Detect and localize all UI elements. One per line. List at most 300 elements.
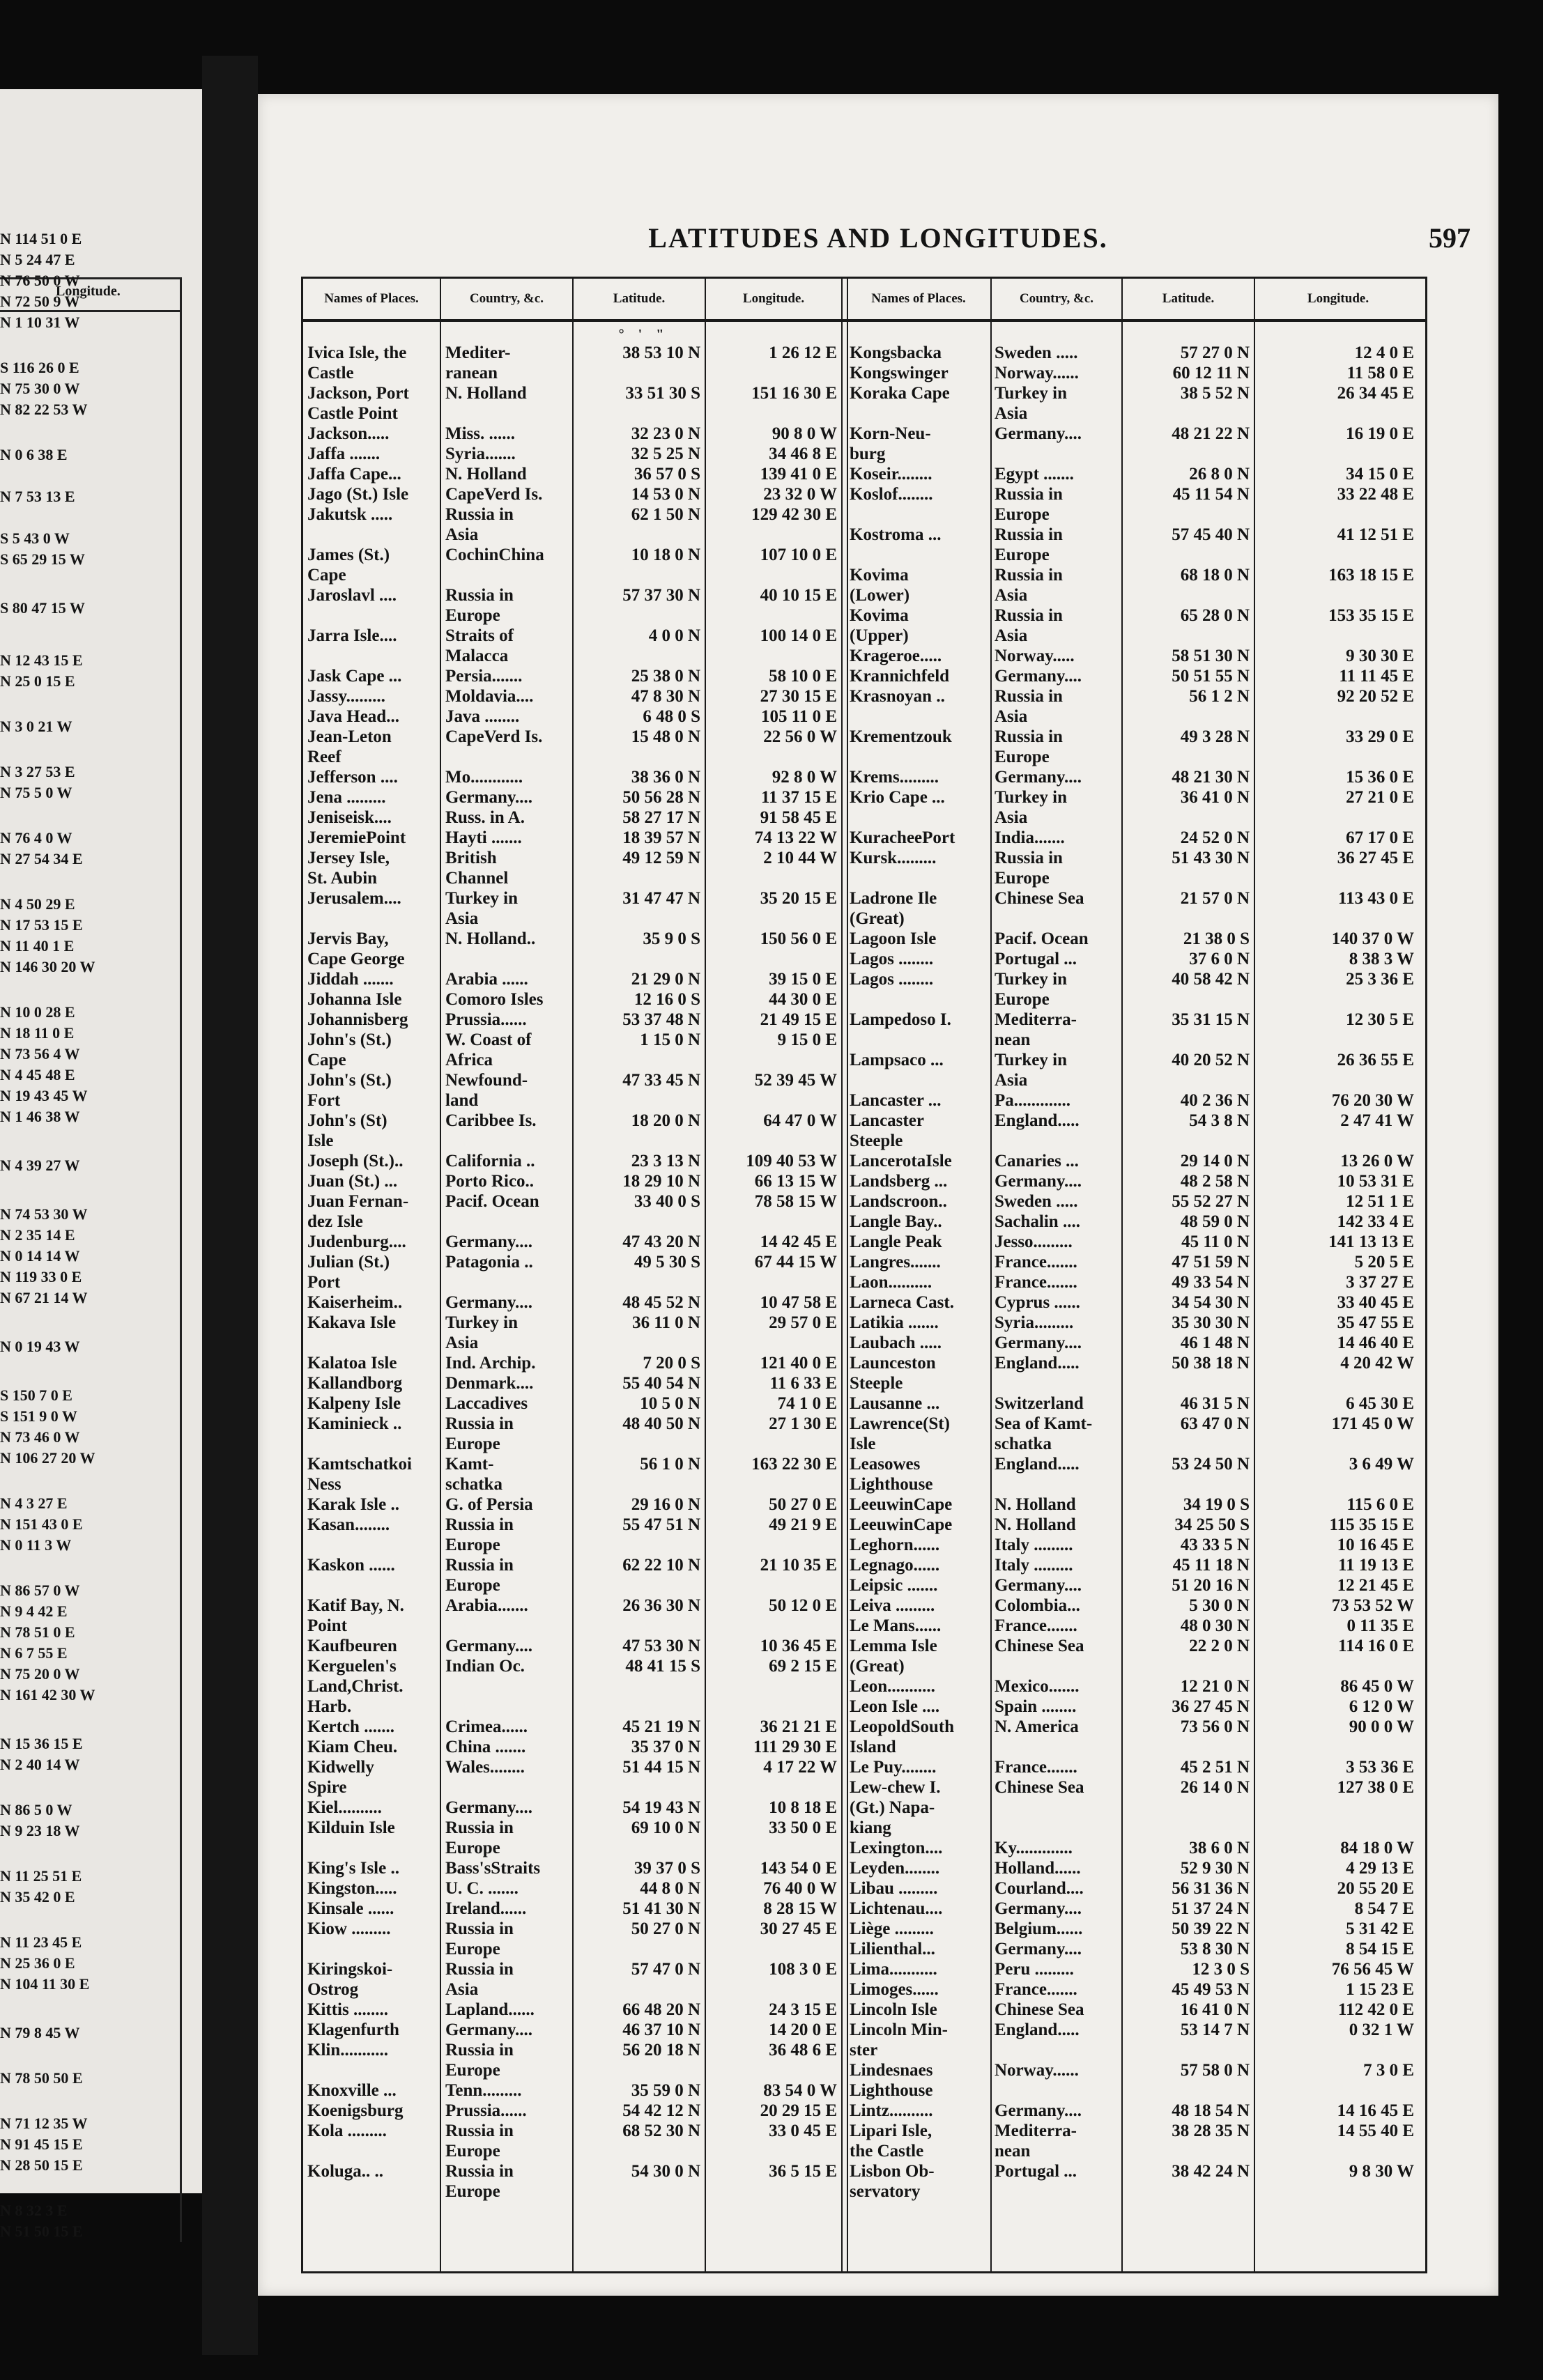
- country-name: Colombia...: [995, 1596, 1080, 1615]
- country-name: France.......: [995, 1616, 1077, 1635]
- left-page-row: N 0 6 38 E: [0, 446, 68, 463]
- place-name: Steeple: [850, 1131, 903, 1150]
- latitude-value: 57 37 30 N: [622, 586, 700, 605]
- latitude-value: 48 41 15 S: [625, 1657, 700, 1676]
- latitude-value: 32 5 25 N: [631, 445, 700, 463]
- latitude-value: 48 59 0 N: [1180, 1212, 1250, 1231]
- place-name: LeeuwinCape: [850, 1515, 953, 1534]
- left-page-row: S 80 47 15 W: [0, 599, 85, 617]
- left-page-row: N 119 33 0 E: [0, 1268, 82, 1285]
- longitude-value: 11 58 0 E: [1346, 364, 1414, 382]
- country-name: Germany....: [995, 768, 1082, 787]
- place-name: Langle Bay..: [850, 1212, 942, 1231]
- country-name: Germany....: [995, 667, 1082, 686]
- country-name: Asia: [995, 808, 1028, 827]
- place-name: Jiddah .......: [307, 970, 394, 989]
- latitude-value: 4 0 0 N: [648, 626, 700, 645]
- country-name: Portugal ...: [995, 2162, 1077, 2181]
- longitude-value: 27 1 30 E: [769, 1414, 837, 1433]
- left-page-row: N 6 7 55 E: [0, 1644, 68, 1662]
- country-name: Asia: [445, 1334, 479, 1352]
- place-name: Lisbon Ob-: [850, 2162, 935, 2181]
- place-name: Karak Isle ..: [307, 1495, 399, 1514]
- country-name: CochinChina: [445, 546, 544, 564]
- place-name: Steeple: [850, 1374, 903, 1393]
- place-name: Kongswinger: [850, 364, 949, 382]
- country-name: Tenn.........: [445, 2081, 522, 2100]
- left-page-row: N 28 50 15 E: [0, 2156, 83, 2174]
- longitude-value: 25 3 36 E: [1346, 970, 1414, 989]
- left-page-row: N 73 56 4 W: [0, 1045, 80, 1062]
- place-name: Lawrence(St): [850, 1414, 950, 1433]
- country-name: Mo............: [445, 768, 523, 787]
- country-name: N. Holland: [995, 1495, 1076, 1514]
- longitude-value: 21 10 35 E: [760, 1556, 837, 1575]
- country-name: Prussia......: [445, 2101, 527, 2120]
- place-name: John's (St.): [307, 1030, 392, 1049]
- country-name: Ind. Archip.: [445, 1354, 536, 1373]
- country-name: Russia in: [995, 485, 1063, 504]
- col-header-place-left: Names of Places.: [324, 291, 419, 306]
- longitude-value: 50 27 0 E: [769, 1495, 837, 1514]
- longitude-value: 11 19 13 E: [1337, 1556, 1414, 1575]
- country-name: Caribbee Is.: [445, 1111, 537, 1130]
- left-page-row: N 82 22 53 W: [0, 401, 88, 418]
- country-name: nean: [995, 2142, 1031, 2161]
- country-name: Asia: [995, 626, 1028, 645]
- latitude-value: 51 44 15 N: [622, 1758, 700, 1777]
- longitude-value: 91 58 45 E: [760, 808, 837, 827]
- country-name: Newfound-: [445, 1071, 528, 1090]
- longitude-value: 3 6 49 W: [1349, 1455, 1414, 1474]
- latitude-value: 36 57 0 S: [634, 465, 700, 484]
- left-page-row: N 2 40 14 W: [0, 1756, 80, 1773]
- country-name: Miss. ......: [445, 424, 515, 443]
- longitude-value: 115 35 15 E: [1329, 1515, 1414, 1534]
- place-name: Jago (St.) Isle: [307, 485, 409, 504]
- longitude-value: 36 21 21 E: [760, 1717, 837, 1736]
- country-name: Russia in: [445, 1414, 514, 1433]
- country-name: Russia in: [995, 525, 1063, 544]
- place-name: Jassy.........: [307, 687, 385, 706]
- place-name: Koraka Cape: [850, 384, 950, 403]
- place-name: Koseir........: [850, 465, 932, 484]
- place-name: Ivica Isle, the: [307, 343, 407, 362]
- latitude-value: 53 37 48 N: [622, 1010, 700, 1029]
- country-name: Europe: [995, 869, 1050, 888]
- place-name: Laubach .....: [850, 1334, 942, 1352]
- longitude-value: 171 45 0 W: [1331, 1414, 1414, 1433]
- country-name: China .......: [445, 1738, 526, 1756]
- country-name: G. of Persia: [445, 1495, 533, 1514]
- country-name: Java ........: [445, 707, 520, 726]
- country-name: Sea of Kamt-: [995, 1414, 1093, 1433]
- place-name: Lichtenau....: [850, 1899, 943, 1918]
- longitude-value: 1 15 23 E: [1346, 1980, 1414, 1999]
- place-name: Isle: [850, 1435, 876, 1453]
- latitude-value: 63 47 0 N: [1180, 1414, 1250, 1433]
- country-name: California ..: [445, 1152, 535, 1170]
- latitude-value: 23 3 13 N: [631, 1152, 700, 1170]
- country-name: Germany....: [995, 1899, 1082, 1918]
- longitude-value: 13 26 0 W: [1340, 1152, 1414, 1170]
- longitude-value: 9 15 0 E: [777, 1030, 837, 1049]
- longitude-value: 8 54 15 E: [1346, 1940, 1414, 1958]
- longitude-value: 33 40 45 E: [1337, 1293, 1414, 1312]
- latitude-value: 32 23 0 N: [631, 424, 700, 443]
- country-name: N. Holland..: [445, 929, 536, 948]
- place-name: Leasowes: [850, 1455, 921, 1474]
- place-name: Knoxville ...: [307, 2081, 397, 2100]
- place-name: Joseph (St.)..: [307, 1152, 404, 1170]
- longitude-value: 15 36 0 E: [1346, 768, 1414, 787]
- country-name: Germany....: [995, 1172, 1082, 1191]
- latitude-value: 49 12 59 N: [622, 849, 700, 867]
- country-name: Europe: [445, 2142, 500, 2161]
- longitude-value: 151 16 30 E: [751, 384, 837, 403]
- longitude-value: 1 26 12 E: [769, 343, 837, 362]
- place-name: Landscroon..: [850, 1192, 947, 1211]
- longitude-value: 5 20 5 E: [1354, 1253, 1414, 1272]
- left-page-row: N 78 50 50 E: [0, 2069, 83, 2087]
- country-name: England.....: [995, 1111, 1080, 1130]
- latitude-value: 65 28 0 N: [1180, 606, 1250, 625]
- latitude-value: 38 5 52 N: [1180, 384, 1250, 403]
- place-name: Leon...........: [850, 1677, 935, 1696]
- longitude-value: 44 30 0 E: [769, 990, 837, 1009]
- latitude-value: 18 29 10 N: [622, 1172, 700, 1191]
- country-name: Chinese Sea: [995, 889, 1084, 908]
- country-name: N. America: [995, 1717, 1079, 1736]
- longitude-value: 8 54 7 E: [1354, 1899, 1414, 1918]
- left-page-row: N 72 50 9 W: [0, 293, 80, 310]
- left-page-row: S 5 43 0 W: [0, 530, 70, 547]
- longitude-value: 26 34 45 E: [1337, 384, 1414, 403]
- latitude-value: 47 53 30 N: [622, 1637, 700, 1655]
- country-name: Egypt .......: [995, 465, 1074, 484]
- left-page-fragment: [0, 89, 202, 2240]
- country-name: Chinese Sea: [995, 1778, 1084, 1797]
- latitude-value: 1 15 0 N: [640, 1030, 700, 1049]
- place-name: Leiva .........: [850, 1596, 935, 1615]
- place-name: Kola .........: [307, 2122, 387, 2140]
- latitude-value: 56 31 36 N: [1172, 1879, 1250, 1898]
- latitude-value: 16 41 0 N: [1180, 2000, 1250, 2019]
- place-name: Spire: [307, 1778, 347, 1797]
- col-header-country-left: Country, &c.: [469, 291, 544, 306]
- place-name: Kostroma ...: [850, 525, 942, 544]
- place-name: Legnago......: [850, 1556, 940, 1575]
- latitude-value: 48 40 50 N: [622, 1414, 700, 1433]
- longitude-value: 33 22 48 E: [1337, 485, 1414, 504]
- latitude-value: 35 31 15 N: [1172, 1010, 1250, 1029]
- place-name: Port: [307, 1273, 341, 1292]
- longitude-value: 76 56 45 W: [1331, 1960, 1414, 1979]
- left-page-row: N 27 54 34 E: [0, 850, 83, 867]
- place-name: Krementzouk: [850, 727, 952, 746]
- country-name: Germany....: [995, 2101, 1082, 2120]
- latitude-value: 46 31 5 N: [1180, 1394, 1250, 1413]
- place-name: Point: [307, 1616, 347, 1635]
- country-name: Turkey in: [995, 788, 1067, 807]
- left-page-row: N 25 0 15 E: [0, 672, 75, 690]
- place-name: King's Isle ..: [307, 1859, 399, 1878]
- col-header-latitude-left: Latitude.: [613, 291, 666, 306]
- place-name: Krageroe.....: [850, 647, 942, 665]
- longitude-value: 10 47 58 E: [760, 1293, 837, 1312]
- place-name: Krasnoyan ..: [850, 687, 945, 706]
- place-name: servatory: [850, 2182, 921, 2201]
- place-name: Land,Christ.: [307, 1677, 404, 1696]
- country-name: Canaries ...: [995, 1152, 1079, 1170]
- place-name: Kiam Cheu.: [307, 1738, 398, 1756]
- left-page-row: N 86 5 0 W: [0, 1801, 72, 1818]
- country-name: Mexico.......: [995, 1677, 1080, 1696]
- latitude-value: 43 33 5 N: [1180, 1536, 1250, 1554]
- country-name: Persia.......: [445, 667, 523, 686]
- place-name: Jerusalem....: [307, 889, 401, 908]
- longitude-value: 105 11 0 E: [760, 707, 837, 726]
- country-name: Peru .........: [995, 1960, 1074, 1979]
- latitude-value: 57 45 40 N: [1172, 525, 1250, 544]
- longitude-value: 109 40 53 W: [746, 1152, 837, 1170]
- longitude-value: 12 4 0 E: [1354, 343, 1414, 362]
- place-name: (Upper): [850, 626, 909, 645]
- longitude-value: 16 19 0 E: [1346, 424, 1414, 443]
- longitude-value: 107 10 0 E: [760, 546, 837, 564]
- place-name: Castle: [307, 364, 354, 382]
- country-name: N. Holland: [995, 1515, 1076, 1534]
- country-name: Russia in: [995, 727, 1063, 746]
- longitude-value: 26 36 55 E: [1337, 1051, 1414, 1069]
- country-name: Germany....: [995, 1940, 1082, 1958]
- country-name: Germany....: [445, 1293, 532, 1312]
- left-page-row: S 65 29 15 W: [0, 550, 85, 568]
- latitude-value: 48 21 30 N: [1172, 768, 1250, 787]
- longitude-value: 4 20 42 W: [1340, 1354, 1414, 1373]
- latitude-value: 38 53 10 N: [622, 343, 700, 362]
- longitude-value: 7 3 0 E: [1363, 2061, 1414, 2080]
- country-name: Straits of: [445, 626, 514, 645]
- place-name: Langle Peak: [850, 1232, 942, 1251]
- place-name: Langres.......: [850, 1253, 941, 1272]
- place-name: Jaroslavl ....: [307, 586, 397, 605]
- left-page-row: N 1 46 38 W: [0, 1108, 80, 1125]
- country-name: Switzerland: [995, 1394, 1084, 1413]
- longitude-value: 33 29 0 E: [1346, 727, 1414, 746]
- country-name: Germany....: [995, 424, 1082, 443]
- latitude-value: 58 27 17 N: [622, 808, 700, 827]
- place-name: Kingston.....: [307, 1879, 397, 1898]
- country-name: W. Coast of: [445, 1030, 532, 1049]
- place-name: Kaufbeuren: [307, 1637, 397, 1655]
- col-header-place-right: Names of Places.: [871, 291, 966, 306]
- column-divider: [1254, 279, 1255, 2271]
- place-name: (Gt.) Napa-: [850, 1798, 935, 1817]
- left-page-row: N 4 39 27 W: [0, 1157, 80, 1174]
- longitude-value: 76 40 0 W: [763, 1879, 837, 1898]
- place-name: Kittis ........: [307, 2000, 388, 2019]
- country-name: Belgium......: [995, 1919, 1083, 1938]
- longitude-value: 163 18 15 E: [1328, 566, 1414, 585]
- longitude-value: 10 53 31 E: [1337, 1172, 1414, 1191]
- latitude-value: 12 21 0 N: [1180, 1677, 1250, 1696]
- latitude-value: 55 40 54 N: [622, 1374, 700, 1393]
- latitude-value: 38 36 0 N: [631, 768, 700, 787]
- country-name: nean: [995, 1030, 1031, 1049]
- longitude-value: 114 16 0 E: [1337, 1637, 1414, 1655]
- left-page-row: N 76 4 0 W: [0, 829, 72, 847]
- left-page-row: N 10 0 28 E: [0, 1003, 75, 1021]
- left-page-row: N 11 23 45 E: [0, 1933, 82, 1951]
- country-name: Europe: [445, 1435, 500, 1453]
- place-name: Kasan........: [307, 1515, 390, 1534]
- longitude-value: 5 31 42 E: [1346, 1919, 1414, 1938]
- place-name: Katif Bay, N.: [307, 1596, 404, 1615]
- country-name: Russia in: [445, 1919, 514, 1938]
- col-header-country-right: Country, &c.: [1019, 291, 1094, 306]
- place-name: Jackson, Port: [307, 384, 409, 403]
- latitude-value: 54 42 12 N: [622, 2101, 700, 2120]
- place-name: Kamtschatkoi: [307, 1455, 412, 1474]
- latitude-value: 50 38 18 N: [1172, 1354, 1250, 1373]
- longitude-value: 92 20 52 E: [1337, 687, 1414, 706]
- longitude-value: 3 53 36 E: [1346, 1758, 1414, 1777]
- country-name: Asia: [445, 525, 479, 544]
- latitude-value: 29 16 0 N: [631, 1495, 700, 1514]
- latitude-value: 50 39 22 N: [1172, 1919, 1250, 1938]
- left-page-row: S 116 26 0 E: [0, 359, 79, 376]
- country-name: Portugal ...: [995, 950, 1077, 968]
- latitude-value: 56 1 2 N: [1189, 687, 1250, 706]
- latitude-value: 54 30 0 N: [631, 2162, 700, 2181]
- longitude-value: 90 0 0 W: [1349, 1717, 1414, 1736]
- country-name: Sweden .....: [995, 1192, 1078, 1211]
- country-name: Indian Oc.: [445, 1657, 525, 1676]
- longitude-value: 74 13 22 W: [754, 828, 837, 847]
- longitude-value: 84 18 0 W: [1340, 1839, 1414, 1857]
- place-name: Latikia .......: [850, 1313, 939, 1332]
- place-name: burg: [850, 445, 886, 463]
- longitude-value: 10 8 18 E: [769, 1798, 837, 1817]
- country-name: Holland......: [995, 1859, 1081, 1878]
- left-page-row: N 79 8 45 W: [0, 2024, 80, 2041]
- latitude-value: 48 21 22 N: [1172, 424, 1250, 443]
- left-page-row: N 91 45 15 E: [0, 2135, 83, 2153]
- longitude-value: 112 42 0 E: [1337, 2000, 1414, 2019]
- latitude-value: 58 51 30 N: [1172, 647, 1250, 665]
- country-name: Mediterra-: [995, 2122, 1077, 2140]
- longitude-value: 129 42 30 E: [751, 505, 837, 524]
- place-name: Kongsbacka: [850, 343, 942, 362]
- latitude-value: 45 11 0 N: [1181, 1232, 1250, 1251]
- left-page-row: N 15 36 15 E: [0, 1735, 83, 1752]
- column-divider: [572, 279, 574, 2271]
- latitude-value: 62 22 10 N: [622, 1556, 700, 1575]
- place-name: KuracheePort: [850, 828, 955, 847]
- country-name: Channel: [445, 869, 509, 888]
- country-name: Pa.............: [995, 1091, 1071, 1110]
- left-page-row: N 0 19 43 W: [0, 1338, 80, 1355]
- place-name: Jask Cape ...: [307, 667, 402, 686]
- left-page-row: N 106 27 20 W: [0, 1449, 95, 1467]
- country-name: Russia in: [445, 2122, 514, 2140]
- latitude-value: 10 5 0 N: [640, 1394, 700, 1413]
- longitude-value: 10 16 45 E: [1337, 1536, 1414, 1554]
- place-name: Jervis Bay,: [307, 929, 389, 948]
- latitude-value: 33 51 30 S: [625, 384, 700, 403]
- country-name: Cyprus ......: [995, 1293, 1080, 1312]
- country-name: Malacca: [445, 647, 509, 665]
- country-name: Russ. in A.: [445, 808, 525, 827]
- latitude-value: 49 5 30 S: [634, 1253, 700, 1272]
- place-name: Launceston: [850, 1354, 936, 1373]
- left-page-row: N 75 30 0 W: [0, 380, 80, 397]
- left-page-row: N 78 51 0 E: [0, 1623, 75, 1641]
- latitude-value: 57 47 0 N: [631, 1960, 700, 1979]
- longitude-value: 39 15 0 E: [769, 970, 837, 989]
- country-name: Asia: [995, 1071, 1028, 1090]
- country-name: Russia in: [445, 1818, 514, 1837]
- left-page-row: N 75 5 0 W: [0, 784, 72, 801]
- left-page-row: N 86 57 0 W: [0, 1582, 80, 1599]
- latitude-value: 45 21 19 N: [622, 1717, 700, 1736]
- latitude-value: 35 37 0 N: [631, 1738, 700, 1756]
- place-name: Johannisberg: [307, 1010, 408, 1029]
- latitude-value: 37 6 0 N: [1189, 950, 1250, 968]
- place-name: Kaiserheim..: [307, 1293, 403, 1312]
- longitude-value: 14 16 45 E: [1337, 2101, 1414, 2120]
- longitude-value: 141 13 13 E: [1328, 1232, 1414, 1251]
- place-name: LancerotaIsle: [850, 1152, 952, 1170]
- column-divider: [440, 279, 441, 2271]
- place-name: Kiow .........: [307, 1919, 391, 1938]
- place-name: ster: [850, 2041, 878, 2060]
- place-name: Ness: [307, 1475, 341, 1494]
- country-name: Europe: [445, 2061, 500, 2080]
- latitude-value: 38 28 35 N: [1172, 2122, 1250, 2140]
- longitude-value: 12 30 5 E: [1346, 1010, 1414, 1029]
- place-name: Lindesnaes: [850, 2061, 933, 2080]
- country-name: England.....: [995, 1455, 1080, 1474]
- book-gutter: [202, 56, 258, 2355]
- country-name: Mediter-: [445, 343, 511, 362]
- longitude-value: 14 20 0 E: [769, 2020, 837, 2039]
- longitude-value: 67 44 15 W: [754, 1253, 837, 1272]
- latitude-value: 45 11 18 N: [1172, 1556, 1250, 1575]
- unit-minute: ': [638, 327, 643, 342]
- place-name: Jakutsk .....: [307, 505, 393, 524]
- latitude-value: 66 48 20 N: [622, 2000, 700, 2019]
- left-page-row: N 5 24 47 E: [0, 251, 75, 268]
- latitude-value: 45 2 51 N: [1180, 1758, 1250, 1777]
- place-name: Kilduin Isle: [307, 1818, 395, 1837]
- country-name: Chinese Sea: [995, 2000, 1084, 2019]
- place-name: dez Isle: [307, 1212, 363, 1231]
- country-name: Germany....: [995, 1334, 1082, 1352]
- left-page-row: N 161 42 30 W: [0, 1686, 95, 1703]
- country-name: Comoro Isles: [445, 990, 544, 1009]
- latitude-value: 35 30 30 N: [1172, 1313, 1250, 1332]
- latitude-value: 15 48 0 N: [631, 727, 700, 746]
- country-name: Spain ........: [995, 1697, 1077, 1716]
- longitude-value: 150 56 0 E: [760, 929, 837, 948]
- longitude-value: 9 30 30 E: [1346, 647, 1414, 665]
- place-name: Klagenfurth: [307, 2020, 399, 2039]
- longitude-value: 90 8 0 W: [772, 424, 837, 443]
- country-name: Syria.........: [995, 1313, 1074, 1332]
- longitude-value: 4 17 22 W: [763, 1758, 837, 1777]
